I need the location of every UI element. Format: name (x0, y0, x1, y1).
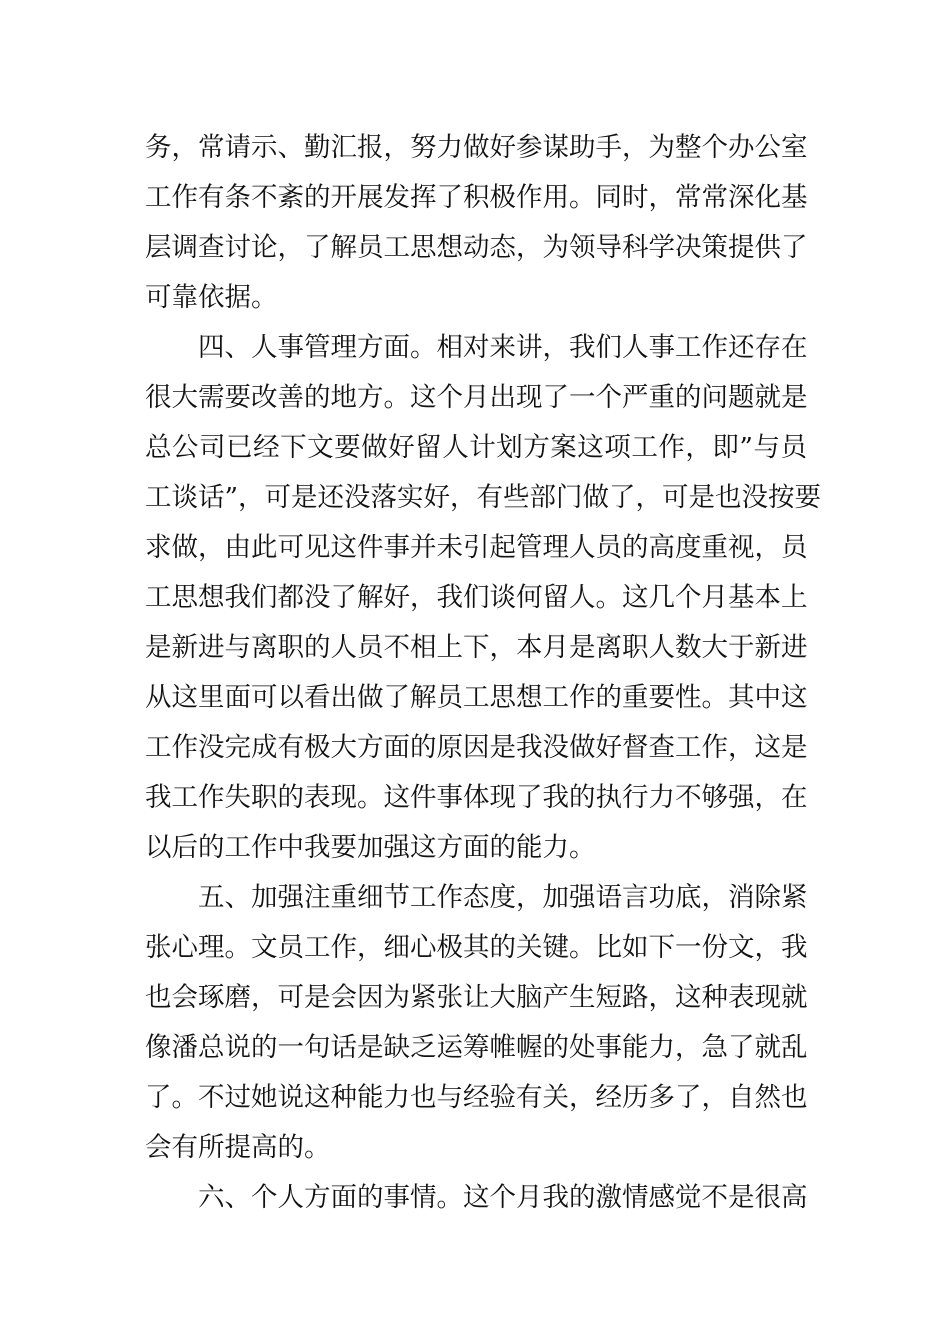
paragraph-3 (145, 873, 807, 1173)
text-line: 求做，由此可见这件事并未引起管理人员的高度重视，员 (145, 532, 808, 563)
text-line: 总公司已经下文要做好留人计划方案这项工作，即”与员 (145, 432, 807, 463)
text-line: 张心理。文员工作，细心极其的关键。比如下一份文，我 (145, 932, 808, 963)
text-line: 五、加强注重细节工作态度，加强语言功底，消除紧 (198, 882, 808, 913)
text-line: 会有所提高的。 (145, 1132, 331, 1163)
text-line: 可靠依据。 (145, 282, 278, 313)
text-line: 务，常请示、勤汇报，努力做好参谋助手，为整个办公室 (145, 132, 808, 163)
text-line: 是新进与离职的人员不相上下，本月是离职人数大于新进 (145, 632, 808, 663)
text-line: 了。不过她说这种能力也与经验有关，经历多了，自然也 (145, 1082, 808, 1113)
paragraph-4 (145, 1173, 807, 1223)
text-line: 很大需要改善的地方。这个月出现了一个严重的问题就是 (145, 382, 808, 413)
text-line: 像潘总说的一句话是缺乏运筹帷幄的处事能力，急了就乱 (145, 1032, 808, 1063)
text-line: 工思想我们都没了解好，我们谈何留人。这几个月基本上 (145, 582, 808, 613)
text-line: 四、人事管理方面。相对来讲，我们人事工作还存在 (198, 332, 808, 363)
text-line: 层调查讨论，了解员工思想动态，为领导科学决策提供了 (145, 232, 808, 263)
text-line: 六、个人方面的事情。这个月我的激情感觉不是很高 (198, 1182, 808, 1213)
text-line: 以后的工作中我要加强这方面的能力。 (145, 832, 596, 863)
text-line: 也会琢磨，可是会因为紧张让大脑产生短路，这种表现就 (145, 982, 808, 1013)
text-line: 工作没完成有极大方面的原因是我没做好督查工作，这是 (145, 732, 808, 763)
document-body (145, 123, 822, 1223)
paragraph-2 (145, 323, 822, 873)
text-line: 工作有条不紊的开展发挥了积极作用。同时，常常深化基 (145, 182, 808, 213)
text-line: 从这里面可以看出做了解员工思想工作的重要性。其中这 (145, 682, 808, 713)
paragraph-1 (145, 123, 807, 323)
text-line: 工谈话”，可是还没落实好，有些部门做了，可是也没按要 (145, 482, 822, 513)
text-line: 我工作失职的表现。这件事体现了我的执行力不够强，在 (145, 782, 808, 813)
